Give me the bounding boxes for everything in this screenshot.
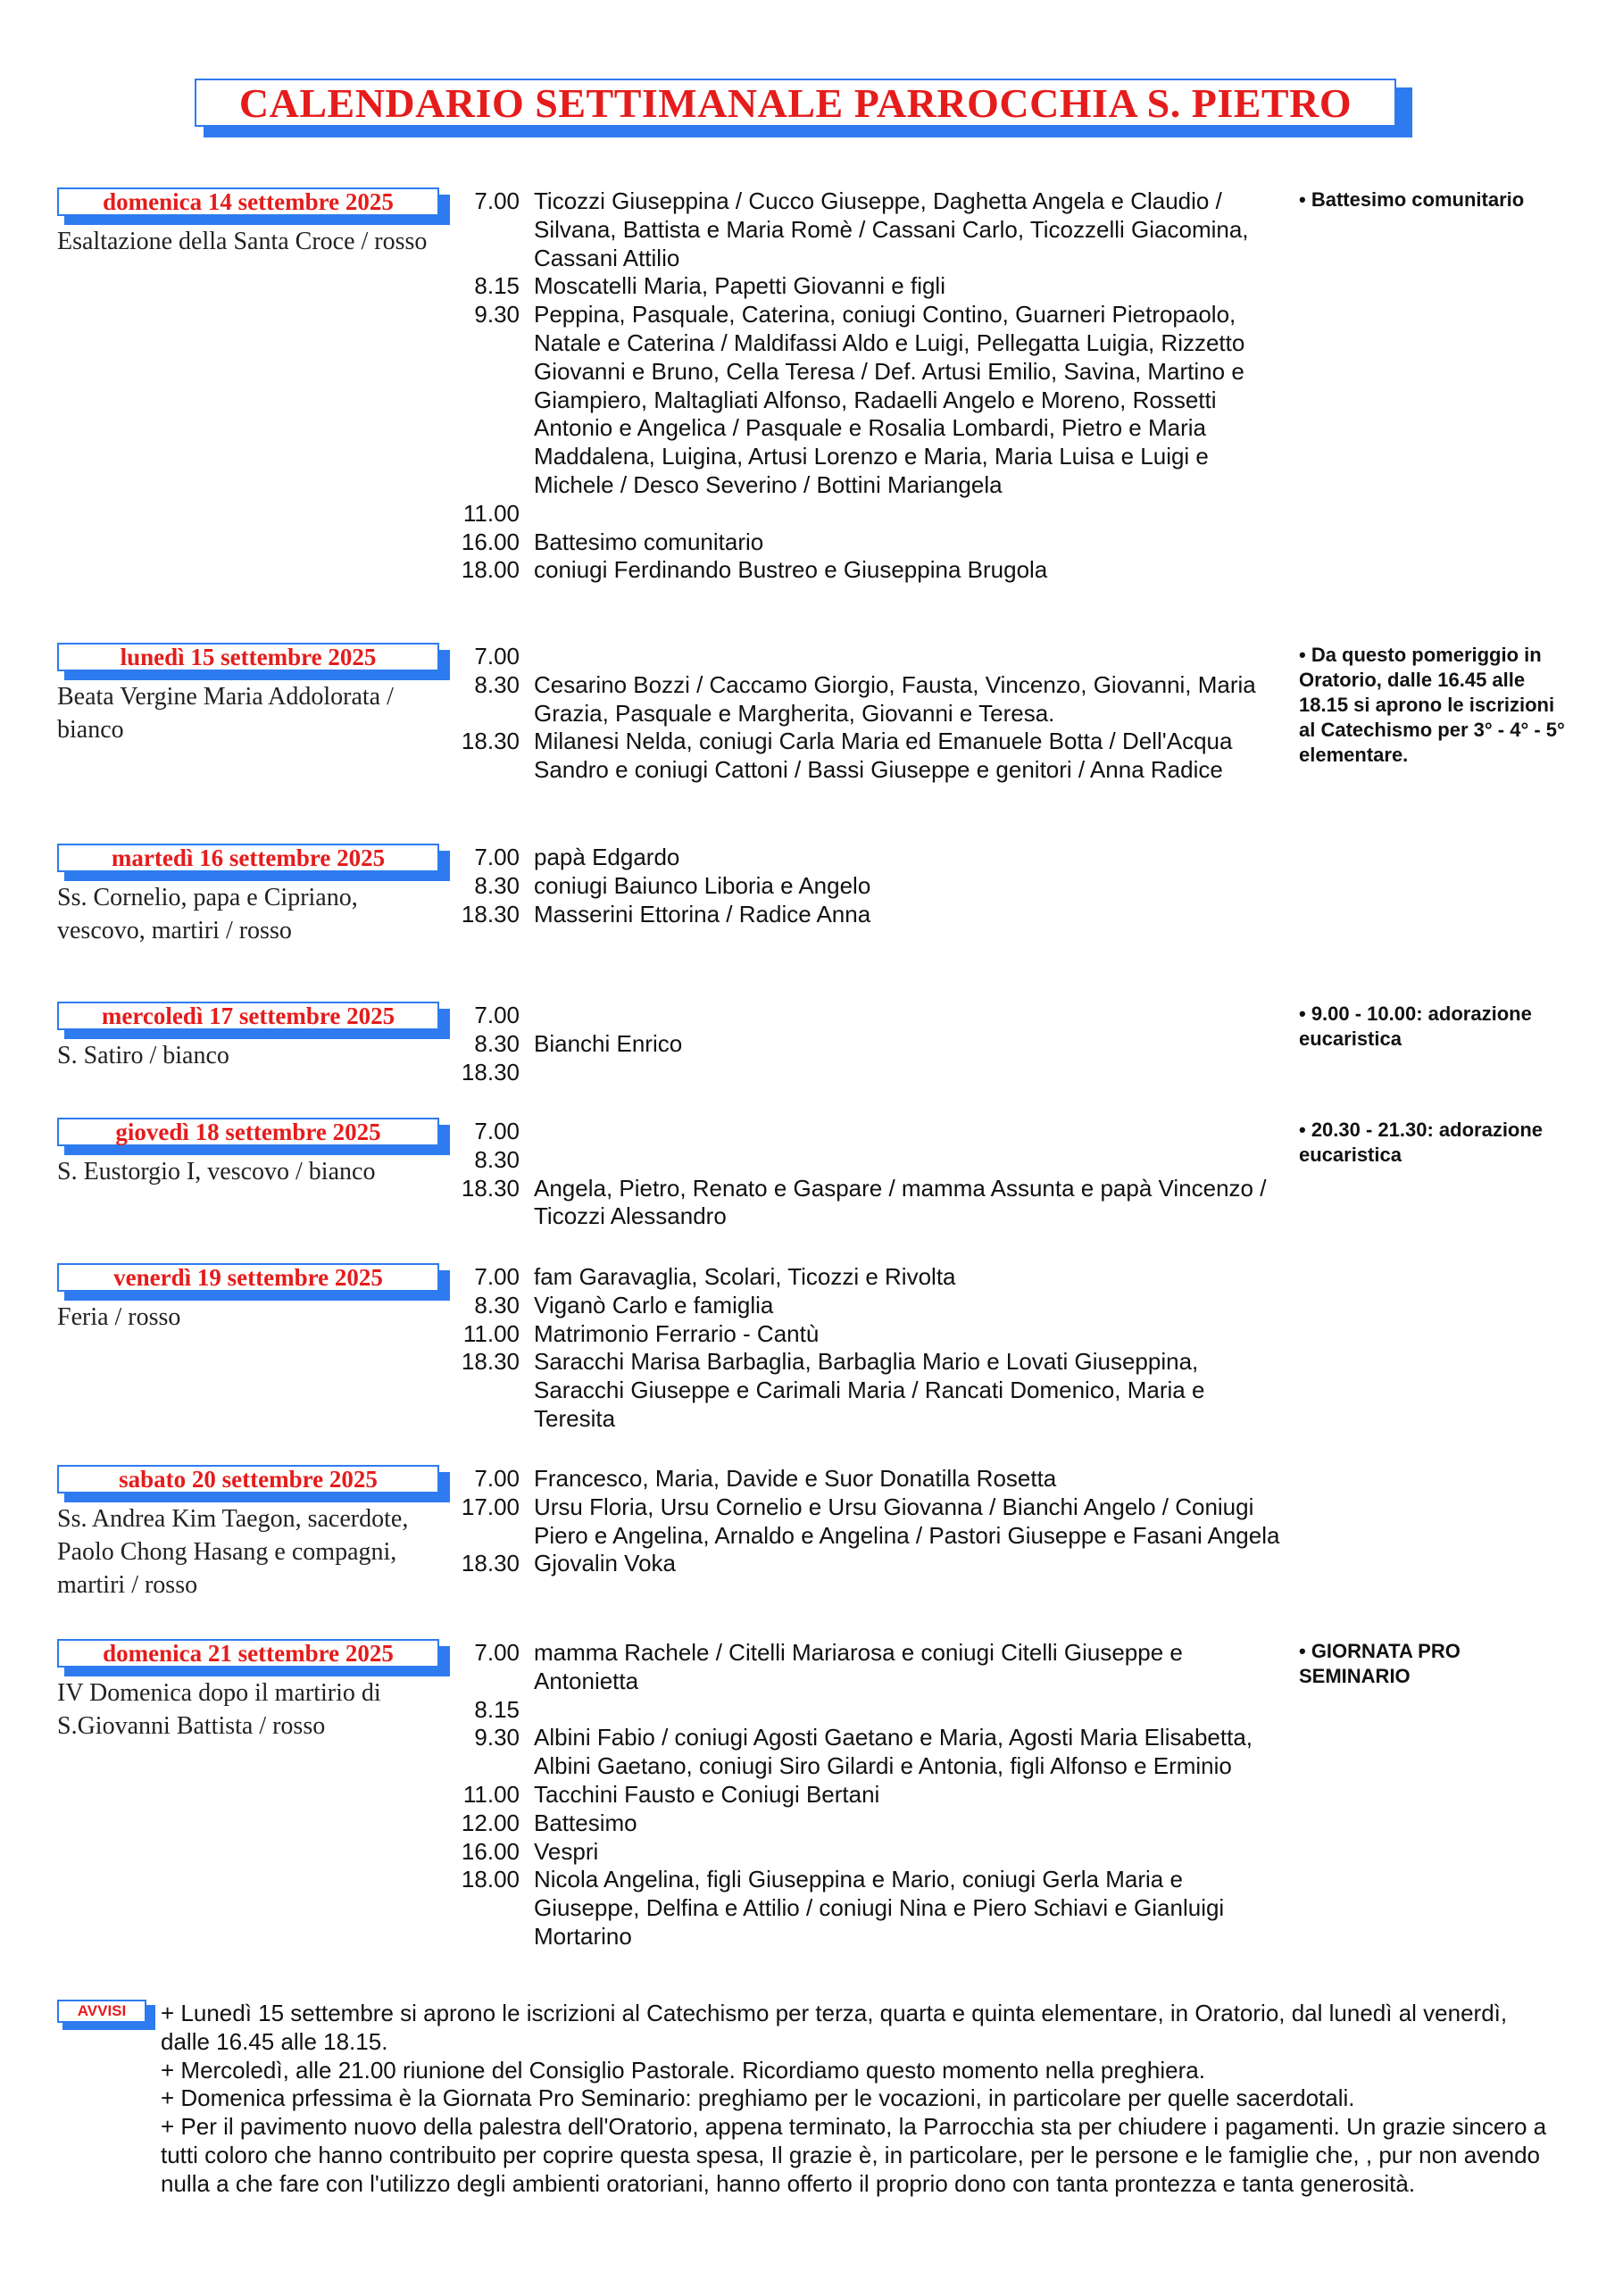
day-note: • Battesimo comunitario [1299, 188, 1525, 211]
mass-intention: mamma Rachele / Citelli Mariarosa e coniugi Citelli Giuseppe e Antonietta [534, 1639, 1183, 1694]
mass-row [446, 671, 1286, 728]
day-note: • Da questo pomeriggio in Oratorio, dalle 16.45 alle 18.15 si aprono le iscrizioni al Catechismo per 3° - 4° - 5° elementare. [1299, 644, 1565, 766]
mass-list [446, 1263, 1286, 1434]
mass-time: 8.30 [474, 670, 520, 698]
mass-time: 8.30 [474, 1291, 520, 1319]
mass-row [446, 556, 1286, 585]
mass-intention: Matrimonio Ferrario - Cantù [534, 1319, 820, 1347]
date-box [57, 844, 439, 872]
mass-time: 8.30 [474, 871, 520, 899]
mass-list [446, 1118, 1286, 1231]
date-frame [57, 844, 450, 879]
date-frame [57, 1118, 450, 1153]
mass-time: 7.00 [474, 844, 520, 870]
day-note: • 20.30 - 21.30: adorazione eucaristica [1299, 1119, 1544, 1166]
page-title-frame [195, 79, 1412, 132]
day-liturgy: Beata Vergine Maria Addolorata / bianco [57, 683, 394, 744]
mass-row [446, 1866, 1286, 1951]
date-box [57, 1639, 439, 1668]
mass-intention [534, 1002, 1286, 1030]
mass-intention [534, 1059, 1286, 1087]
date-frame [57, 1263, 450, 1299]
mass-row [446, 528, 1286, 557]
day-liturgy: IV Domenica dopo il martirio di S.Giovanni Battista / rosso [57, 1679, 381, 1740]
day-date: giovedì 18 settembre 2025 [115, 1118, 381, 1145]
avvisi-label: AVVISI [77, 2002, 127, 2019]
day-date: domenica 21 settembre 2025 [103, 1639, 394, 1667]
mass-time: 8.15 [474, 272, 520, 300]
notice-item: + Lunedì 15 settembre si aprono le iscrizioni al Catechismo per terza, quarta e quinta elementare, in Oratorio, dal lunedì al venerdì, dalle 16.45 alle 18.15. [161, 2000, 1508, 2055]
mass-time: 7.00 [474, 187, 520, 214]
mass-intention: Masserini Ettorina / Radice Anna [534, 900, 871, 928]
mass-intention: papà Edgardo [534, 844, 680, 870]
mass-row [446, 500, 1286, 528]
day-liturgy: S. Eustorgio I, vescovo / bianco [57, 1158, 376, 1185]
notice-list [161, 2000, 1553, 2199]
mass-intention: Albini Fabio / coniugi Agosti Gaetano e Maria, Agosti Maria Elisabetta, Albini Gaetano, coniugi Siro Gilardi e Antonia, figli Alfonso e Erminio [534, 1724, 1253, 1780]
day-date: martedì 16 settembre 2025 [111, 844, 386, 871]
mass-intention: Ticozzi Giuseppina / Cucco Giuseppe, Daghetta Angela e Claudio / Silvana, Battista e Maria Romè / Cassani Carlo, Ticozzelli Giacomina, Cassani Attilio [534, 187, 1249, 271]
mass-time: 18.30 [461, 1348, 520, 1376]
mass-time: 11.00 [462, 499, 520, 527]
mass-time: 18.30 [461, 1550, 520, 1577]
date-box [57, 1118, 439, 1146]
mass-row [446, 1030, 1286, 1059]
date-frame [57, 1465, 450, 1501]
mass-row [446, 1146, 1286, 1175]
notice-item: + Domenica prfessima è la Giornata Pro Seminario: preghiamo per le vocazioni, in particolare per quelle sacerdotali. [161, 2084, 1355, 2112]
mass-intention: fam Garavaglia, Scolari, Ticozzi e Rivolta [534, 1263, 956, 1290]
day-liturgy: Feria / rosso [57, 1303, 181, 1331]
date-frame [57, 187, 450, 223]
day-liturgy: S. Satiro / bianco [57, 1042, 229, 1069]
mass-row [446, 272, 1286, 301]
mass-intention: Francesco, Maria, Davide e Suor Donatilla Rosetta [534, 1465, 1057, 1492]
mass-row [446, 1263, 1286, 1292]
day-liturgy: Ss. Cornelio, papa e Cipriano, vescovo, martiri / rosso [57, 884, 358, 944]
day-date: venerdì 19 settembre 2025 [113, 1263, 383, 1291]
mass-time: 9.30 [474, 301, 520, 329]
avvisi-box [57, 2000, 146, 2023]
date-frame [57, 1639, 450, 1675]
mass-intention: Peppina, Pasquale, Caterina, coniugi Contino, Guarneri Pietropaolo, Natale e Caterina / Maldifassi Aldo e Luigi, Pellegatta Luigia, Rizzetto Giovanni e Bruno, Cella Teresa / Def. Artusi Emilio, Savina, Martino e Giampiero, Maltagliati Alfonso, Radaelli Angelo e Moreno, Rossetti Antonio e Angelica / Pasquale e Rosalia Lombardi, Pietro e Maria Maddalena, Luigina, Artusi Lorenzo e Maria, Maria Luisa e Luigi e Michele / Desco Severino / Bottini Mariangela [534, 301, 1245, 498]
date-box [57, 643, 439, 671]
mass-list [446, 187, 1286, 585]
mass-list [446, 844, 1286, 928]
mass-list [446, 1002, 1286, 1086]
day-note: • GIORNATA PRO SEMINARIO [1299, 1640, 1461, 1687]
day-note: • 9.00 - 10.00: adorazione eucaristica [1299, 1002, 1532, 1050]
mass-time: 7.00 [474, 1639, 520, 1666]
date-box [57, 1263, 439, 1292]
mass-list [446, 643, 1286, 785]
mass-list [446, 1465, 1286, 1578]
avvisi-frame [57, 2000, 155, 2030]
day-liturgy: Ss. Andrea Kim Taegon, sacerdote, Paolo Chong Hasang e compagni, martiri / rosso [57, 1505, 409, 1599]
mass-time: 8.15 [474, 1695, 520, 1723]
mass-row [446, 1175, 1286, 1232]
mass-intention [534, 1118, 1286, 1146]
mass-time: 18.00 [461, 1866, 520, 1893]
mass-intention: Moscatelli Maria, Papetti Giovanni e figli [534, 272, 945, 300]
mass-time: 7.00 [474, 1002, 520, 1028]
day-date: mercoledì 17 settembre 2025 [101, 1002, 395, 1029]
page-title: CALENDARIO SETTIMANALE PARROCCHIA S. PIETRO [238, 79, 1352, 126]
mass-time: 8.30 [474, 1145, 520, 1173]
mass-time: 18.30 [461, 1174, 520, 1202]
mass-intention [534, 1696, 1286, 1725]
mass-row [446, 1809, 1286, 1838]
mass-intention: coniugi Ferdinando Bustreo e Giuseppina Brugola [534, 556, 1048, 584]
date-box [57, 1002, 439, 1030]
mass-row [446, 1493, 1286, 1551]
mass-time: 7.00 [474, 1118, 520, 1144]
mass-row [446, 1059, 1286, 1087]
mass-intention [534, 643, 1286, 671]
title-box [195, 79, 1396, 127]
day-date: domenica 14 settembre 2025 [103, 187, 394, 215]
mass-intention: Ursu Floria, Ursu Cornelio e Ursu Giovanna / Bianchi Angelo / Coniugi Piero e Angelina, Arnaldo e Angelina / Pastori Giuseppe e Fasani Angela [534, 1493, 1280, 1549]
mass-row [446, 1320, 1286, 1349]
mass-intention [534, 1146, 1286, 1175]
mass-row [446, 1696, 1286, 1725]
notice-item: + Per il pavimento nuovo della palestra dell'Oratorio, appena terminato, la Parrocchia sta per chiudere i pagamenti. Un grazie sincero a tutti coloro che hanno contribuito per coprire questa spesa, Il grazie è, in particolare, per le persone e le famiglie che, , pur non avendo nulla a che fare con l'utilizzo degli ambienti oratoriani, hanno offerto il proprio dono con tanta prontezza e tanta generosità. [161, 2113, 1547, 2197]
mass-row [446, 1002, 1286, 1030]
mass-row [446, 901, 1286, 929]
mass-time: 9.30 [474, 1724, 520, 1751]
mass-intention: Vespri [534, 1837, 599, 1865]
mass-intention: Battesimo [534, 1809, 637, 1836]
mass-intention: Nicola Angelina, figli Giuseppina e Mario, coniugi Gerla Maria e Giuseppe, Delfina e Attilio / coniugi Nina e Piero Schiavi e Gianluigi Mortarino [534, 1866, 1225, 1950]
mass-intention: coniugi Baiunco Liboria e Angelo [534, 871, 871, 899]
mass-time: 11.00 [462, 1319, 520, 1347]
mass-intention: Tacchini Fausto e Coniugi Bertani [534, 1780, 880, 1808]
date-box [57, 1465, 439, 1493]
mass-intention: Bianchi Enrico [534, 1029, 683, 1057]
mass-time: 7.00 [474, 643, 520, 670]
mass-row [446, 643, 1286, 671]
notice-item: + Mercoledì, alle 21.00 riunione del Consiglio Pastorale. Ricordiamo questo momento nella preghiera. [161, 2056, 1205, 2084]
mass-row [446, 187, 1286, 272]
mass-time: 11.00 [462, 1780, 520, 1808]
mass-row [446, 1348, 1286, 1433]
mass-time: 18.00 [461, 556, 520, 584]
mass-row [446, 1724, 1286, 1781]
mass-time: 18.30 [461, 900, 520, 928]
mass-time: 18.30 [461, 1058, 520, 1086]
mass-list [446, 1639, 1286, 1951]
mass-intention [534, 500, 1286, 528]
mass-intention: Battesimo comunitario [534, 528, 764, 555]
mass-time: 7.00 [474, 1465, 520, 1492]
mass-intention: Gjovalin Voka [534, 1550, 676, 1577]
mass-time: 12.00 [461, 1809, 520, 1836]
mass-intention: Cesarino Bozzi / Caccamo Giorgio, Fausta, Vincenzo, Giovanni, Maria Grazia, Pasquale e Margherita, Giovanni e Teresa. [534, 670, 1256, 727]
mass-row [446, 1639, 1286, 1696]
mass-row [446, 844, 1286, 872]
mass-row [446, 1550, 1286, 1578]
date-box [57, 187, 439, 216]
mass-row [446, 728, 1286, 785]
date-frame [57, 1002, 450, 1037]
mass-time: 17.00 [461, 1493, 520, 1520]
mass-time: 7.00 [474, 1263, 520, 1290]
mass-time: 18.30 [461, 728, 520, 755]
mass-intention: Saracchi Marisa Barbaglia, Barbaglia Mario e Lovati Giuseppina, Saracchi Giuseppe e Carimali Maria / Rancati Domenico, Maria e Teresita [534, 1348, 1205, 1432]
mass-time: 16.00 [461, 528, 520, 555]
mass-intention: Angela, Pietro, Renato e Gaspare / mamma Assunta e papà Vincenzo / Ticozzi Alessandro [534, 1174, 1267, 1230]
mass-row [446, 1292, 1286, 1320]
mass-row [446, 872, 1286, 901]
day-date: lunedì 15 settembre 2025 [120, 643, 377, 670]
day-liturgy: Esaltazione della Santa Croce / rosso [57, 228, 428, 255]
mass-row [446, 1838, 1286, 1867]
mass-time: 8.30 [474, 1029, 520, 1057]
mass-intention: Viganò Carlo e famiglia [534, 1291, 774, 1319]
mass-row [446, 1465, 1286, 1493]
mass-row [446, 1118, 1286, 1146]
mass-row [446, 1781, 1286, 1809]
mass-time: 16.00 [461, 1837, 520, 1865]
mass-intention: Milanesi Nelda, coniugi Carla Maria ed Emanuele Botta / Dell'Acqua Sandro e coniugi Cattoni / Bassi Giuseppe e genitori / Anna Radice [534, 728, 1233, 784]
mass-row [446, 301, 1286, 500]
date-frame [57, 643, 450, 678]
day-date: sabato 20 settembre 2025 [119, 1465, 378, 1493]
